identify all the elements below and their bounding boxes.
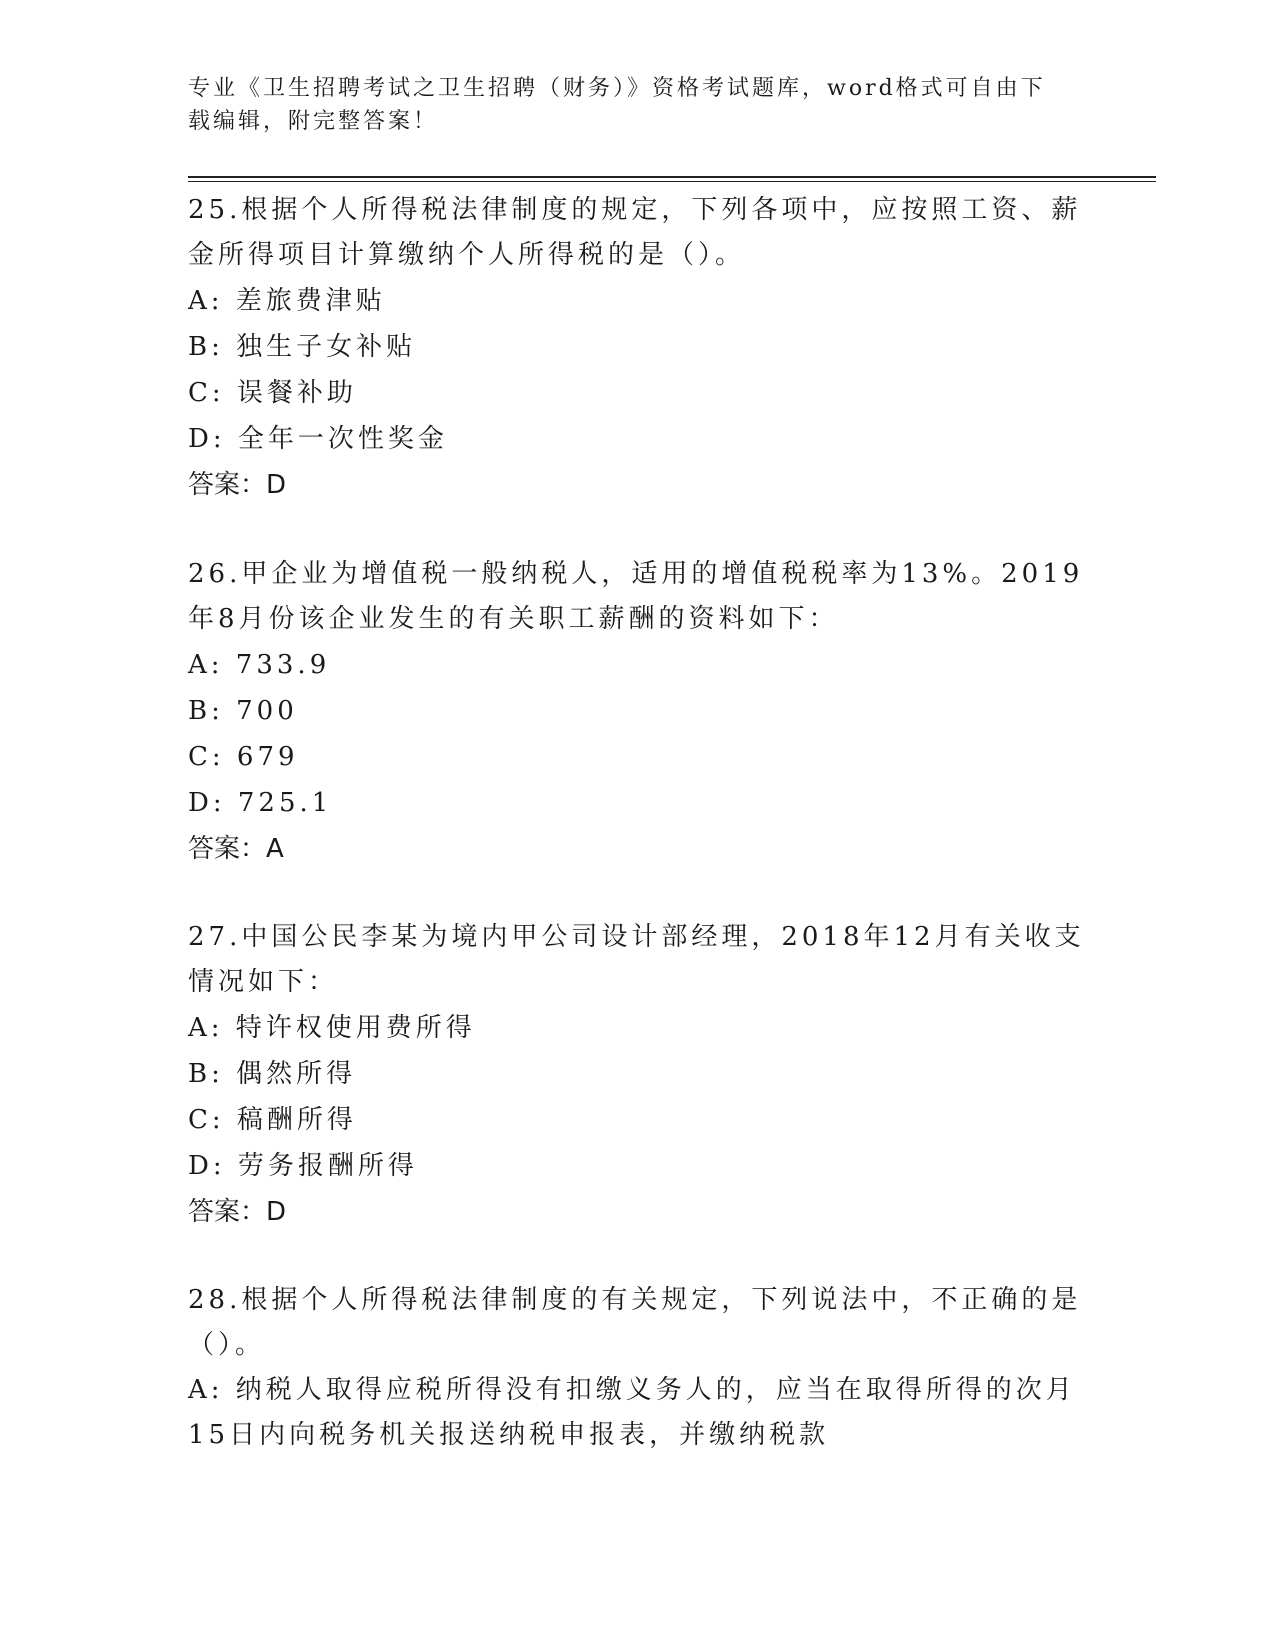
option-c: C: 误餐补助 <box>188 378 357 408</box>
option-a: A: 纳税人取得应税所得没有扣缴义务人的，应当在取得所得的次月15日内向税务机关报送纳税申报表，并缴纳税款 <box>188 1375 1076 1450</box>
option-b: B: 独生子女补贴 <box>188 332 417 362</box>
option-a: A: 733.9 <box>188 650 331 680</box>
option-c: C: 679 <box>188 742 299 772</box>
answer: 答案：D <box>188 1197 287 1227</box>
question-stem: 25.根据个人所得税法律制度的规定，下列各项中，应按照工资、薪金所得项目计算缴纳个人所得税的是（）。 <box>188 195 1082 270</box>
question-stem: 27.中国公民李某为境内甲公司设计部经理，2018年12月有关收支情况如下： <box>188 922 1085 997</box>
option-b: B: 700 <box>188 696 298 726</box>
answer: 答案：A <box>188 834 284 864</box>
option-c: C: 稿酬所得 <box>188 1105 357 1135</box>
header-divider-thin <box>188 181 1156 182</box>
question-stem: 26.甲企业为增值税一般纳税人，适用的增值税税率为13%。2019年8月份该企业发生的有关职工薪酬的资料如下： <box>188 559 1084 634</box>
answer: 答案：D <box>188 470 287 500</box>
option-a: A: 特许权使用费所得 <box>188 1013 476 1043</box>
option-b: B: 偶然所得 <box>188 1059 357 1089</box>
question-27 <box>188 915 1088 1235</box>
document-header: 专业《卫生招聘考试之卫生招聘（财务）》资格考试题库，word格式可自由下载编辑，附完整答案！ <box>188 76 1046 134</box>
option-a: A: 差旅费津贴 <box>188 286 386 316</box>
question-26 <box>188 552 1088 872</box>
header-divider <box>188 176 1156 178</box>
question-28 <box>188 1278 1088 1458</box>
question-stem: 28.根据个人所得税法律制度的有关规定，下列说法中，不正确的是（）。 <box>188 1285 1082 1360</box>
option-d: D: 725.1 <box>188 788 333 818</box>
question-25 <box>188 188 1088 508</box>
option-d: D: 全年一次性奖金 <box>188 424 448 454</box>
option-d: D: 劳务报酬所得 <box>188 1151 418 1181</box>
